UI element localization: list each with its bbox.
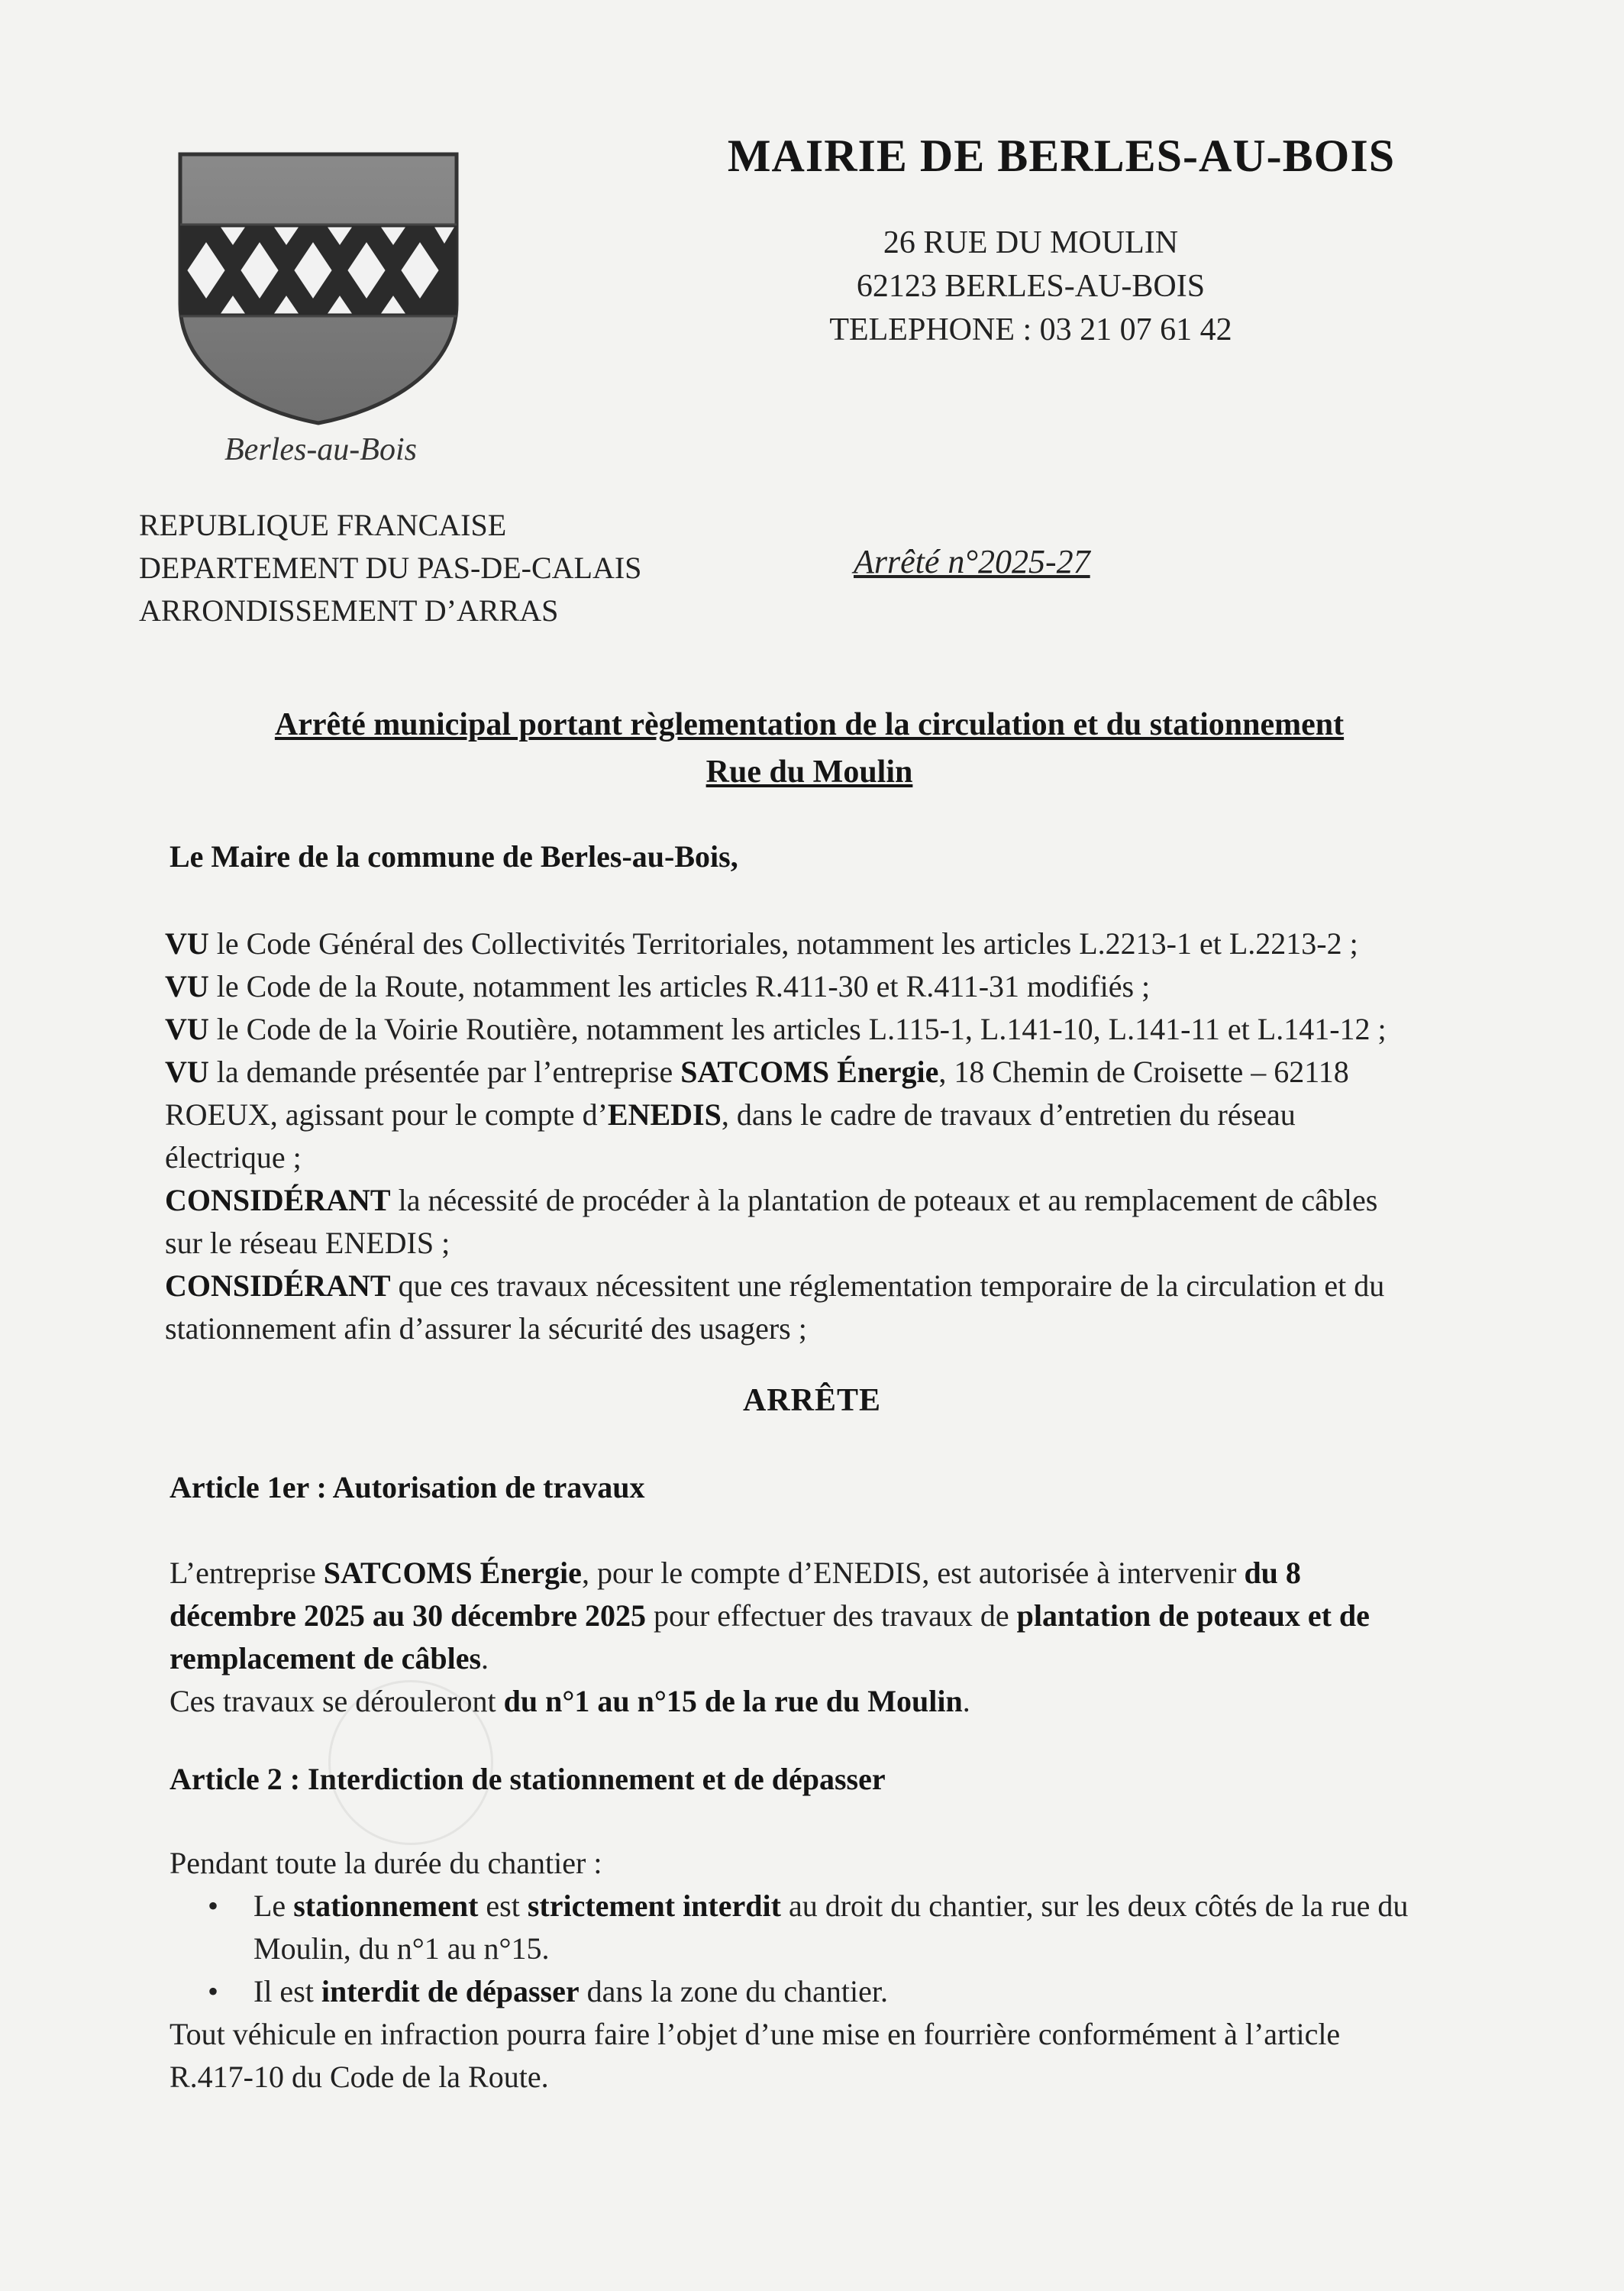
considerant-line-1: CONSIDÉRANT la nécessité de procéder à la plantation de poteaux et au remplacement de câbles [165, 1183, 1378, 1217]
considerant-line-1b: sur le réseau ENEDIS ; [165, 1226, 450, 1260]
article-2-tail-2: R.417-10 du Code de la Route. [170, 2060, 549, 2094]
considerations-block [165, 923, 1478, 1350]
list-item: • Il est interdit de dépasser dans la zone du chantier. [170, 1970, 1513, 2013]
document-title [153, 701, 1466, 796]
vu-line-4c: électrique ; [165, 1140, 302, 1175]
faint-stamp-mark [328, 1680, 493, 1845]
article-1-heading: Article 1er : Autorisation de travaux [170, 1470, 645, 1504]
article-2-body [170, 1842, 1513, 2099]
vu-line-2: VU le Code de la Route, notamment les articles R.411-30 et R.411-31 modifiés ; [165, 969, 1151, 1003]
department-line: DEPARTEMENT DU PAS-DE-CALAIS [139, 551, 642, 585]
arrete-number: Arrêté n°2025-27 [854, 543, 1090, 580]
article-2-heading: Article 2 : Interdiction de stationnement et de dépasser [170, 1762, 886, 1796]
vu-line-4: VU la demande présentée par l’entreprise SATCOMS Énergie, 18 Chemin de Croisette – 62118 [165, 1055, 1349, 1089]
article-1-line-4: Ces travaux se dérouleront du n°1 au n°15 de la rue du Moulin. [170, 1684, 970, 1718]
vu-line-1: VU le Code Général des Collectivités Territoriales, notamment les articles L.2213-1 et L.2213-2 ; [165, 926, 1358, 961]
list-item: • Le stationnement est strictement interdit au droit du chantier, sur les deux côtés de la rue du Moulin, du n°1 au n°15. [170, 1885, 1513, 1970]
mairie-title: MAIRIE DE BERLES-AU-BOIS [727, 131, 1396, 181]
considerant-line-2: CONSIDÉRANT que ces travaux nécessitent une réglementation temporaire de la circulation et du [165, 1268, 1385, 1303]
bullet-icon: • [208, 1974, 219, 2008]
document-title-line1: Arrêté municipal portant règlementation de la circulation et du stationnement [274, 707, 1345, 742]
arrete-heading: ARRÊTE [742, 1383, 882, 1418]
mairie-address [764, 221, 1298, 352]
vu-line-4b: ROEUX, agissant pour le compte d’ENEDIS, dans le cadre de travaux d’entretien du réseau [165, 1097, 1296, 1132]
address-phone: TELEPHONE : 03 21 07 61 42 [829, 312, 1232, 347]
arrondissement-line: ARRONDISSEMENT D’ARRAS [139, 593, 559, 628]
considerant-line-2b: stationnement afin d’assurer la sécurité des usagers ; [165, 1311, 807, 1346]
document-title-line2: Rue du Moulin [705, 755, 913, 790]
article-1-line-2: décembre 2025 au 30 décembre 2025 pour effectuer des travaux de plantation de poteaux et de [170, 1598, 1370, 1633]
mayor-intro: Le Maire de la commune de Berles-au-Bois, [170, 839, 738, 874]
article-2-tail-1: Tout véhicule en infraction pourra faire l’objet d’une mise en fourrière conformément à l’article [170, 2017, 1341, 2051]
vu-line-3: VU le Code de la Voirie Routière, notamment les articles L.115-1, L.141-10, L.141-11 et L.141-12 ; [165, 1012, 1387, 1046]
article-1-line-1: L’entreprise SATCOMS Énergie, pour le compte d’ENEDIS, est autorisée à intervenir du 8 [170, 1556, 1301, 1590]
address-street: 26 RUE DU MOULIN [883, 225, 1179, 260]
article-1-line-3: remplacement de câbles. [170, 1641, 489, 1675]
bullet-icon: • [208, 1889, 219, 1923]
article-2-intro: Pendant toute la durée du chantier : [170, 1846, 602, 1880]
crest-caption: Berles-au-Bois [224, 432, 417, 467]
coat-of-arms-icon [177, 151, 460, 426]
address-city: 62123 BERLES-AU-BOIS [856, 269, 1206, 304]
republic-line: REPUBLIQUE FRANCAISE [139, 508, 507, 542]
administrative-block [139, 504, 641, 632]
